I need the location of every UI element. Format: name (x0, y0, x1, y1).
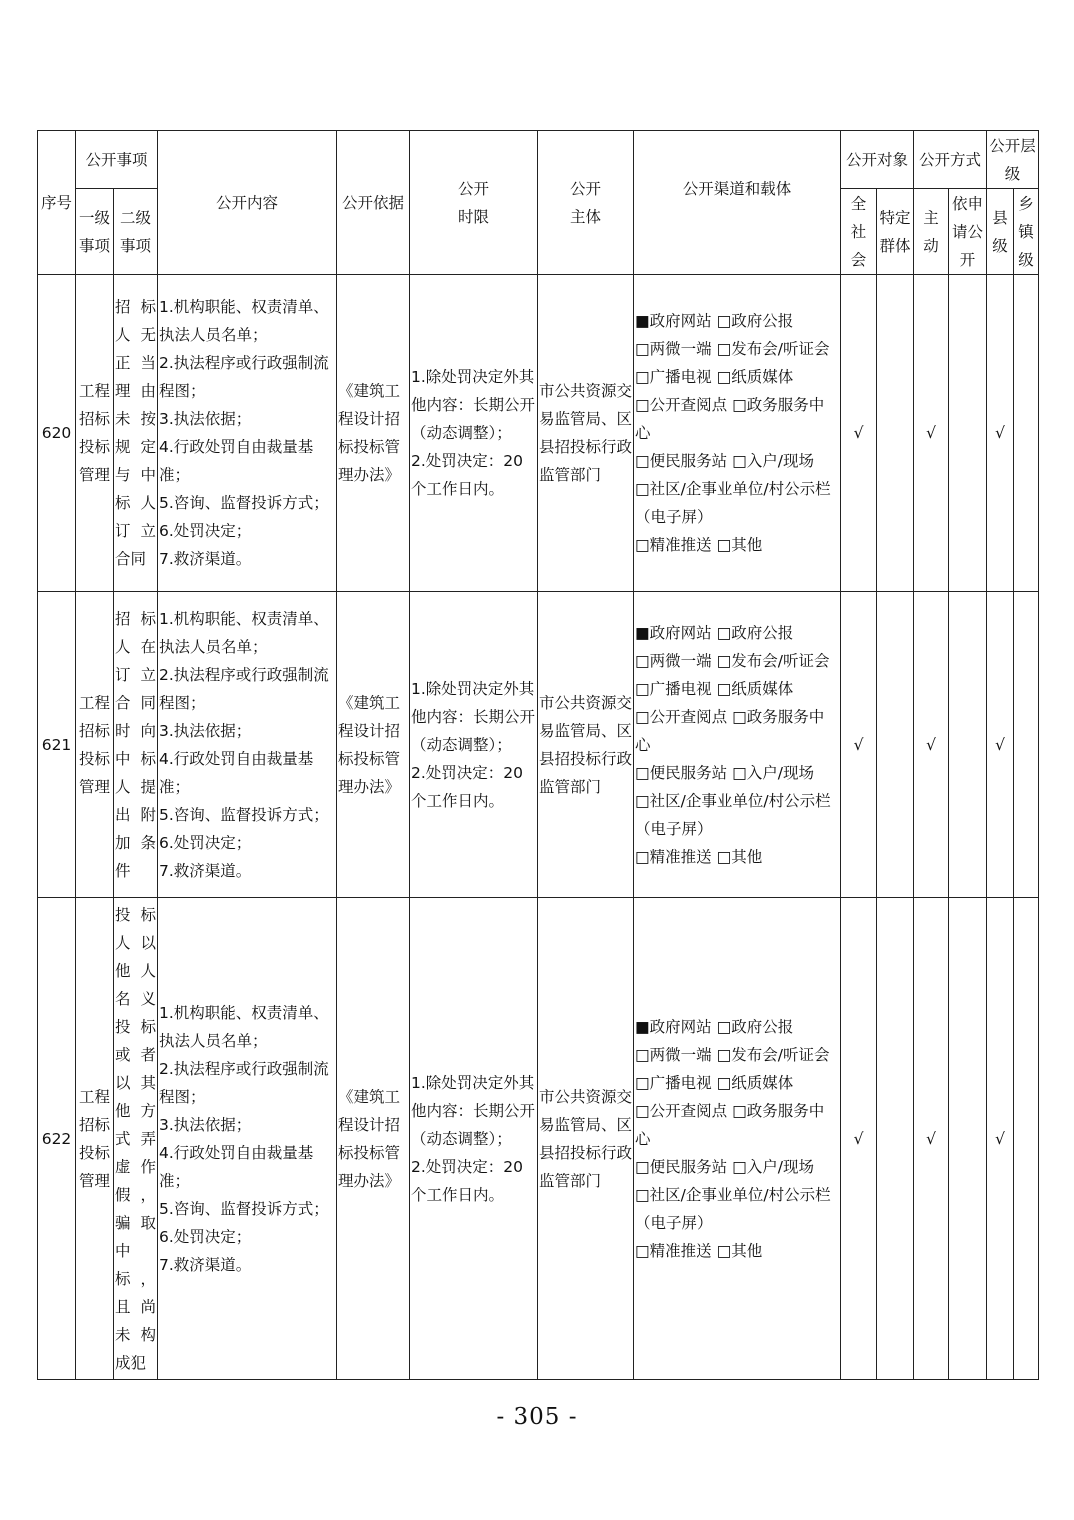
header-row-1 (38, 131, 1039, 189)
row-content: 1.机构职能、权责清单、执法人员名单； 2.执法程序或行政强制流程图； 3.执法依据； 4.行政处罚自由裁量基准； 5.咨询、监督投诉方式； 6.处罚决定； 7.救济渠道。 (158, 592, 337, 898)
row-method-active: √ (914, 275, 949, 592)
header-audience-all: 全 社 会 (841, 189, 877, 275)
row-audience-all: √ (841, 275, 877, 592)
header-time-limit: 公开 时限 (410, 131, 538, 275)
header-subject: 公开 主体 (538, 131, 634, 275)
header-basis: 公开依据 (337, 131, 410, 275)
row-seq: 621 (38, 592, 76, 898)
header-seq: 序号 (38, 131, 76, 275)
header-level: 公开层 级 (987, 131, 1039, 189)
row-audience-specific (877, 898, 914, 1380)
row-level2: 投标人以他人名义投标或者以其他方式弄虚作假，骗取中标，且尚未构成犯 (114, 898, 158, 1380)
row-basis: 《建筑工程设计招标投标管理办法》 (337, 898, 410, 1380)
row-level1: 工程招标投标管理 (76, 275, 114, 592)
disclosure-table (37, 130, 1039, 1380)
row-subject: 市公共资源交易监管局、区县招投标行政监管部门 (538, 592, 634, 898)
row-level1: 工程招标投标管理 (76, 898, 114, 1380)
row-level-town (1014, 275, 1039, 592)
row-time-limit: 1.除处罚决定外其他内容：长期公开（动态调整）； 2.处罚决定：20个工作日内。 (410, 592, 538, 898)
header-audience: 公开对象 (841, 131, 914, 189)
header-method-active: 主 动 (914, 189, 949, 275)
table-row (38, 275, 1039, 592)
row-seq: 622 (38, 898, 76, 1380)
row-time-limit: 1.除处罚决定外其他内容：长期公开（动态调整）； 2.处罚决定：20个工作日内。 (410, 898, 538, 1380)
header-audience-specific: 特定 群体 (877, 189, 914, 275)
row-level-town (1014, 898, 1039, 1380)
row-content: 1.机构职能、权责清单、执法人员名单； 2.执法程序或行政强制流程图； 3.执法依据； 4.行政处罚自由裁量基准； 5.咨询、监督投诉方式； 6.处罚决定； 7.救济渠道。 (158, 275, 337, 592)
row-level-town (1014, 592, 1039, 898)
row-method-active: √ (914, 592, 949, 898)
header-level-county: 县 级 (987, 189, 1014, 275)
header-level2: 二级 事项 (114, 189, 158, 275)
table-row (38, 898, 1039, 1380)
row-level1: 工程招标投标管理 (76, 592, 114, 898)
row-audience-specific (877, 275, 914, 592)
row-channels: ■政府网站 □政府公报 □两微一端 □发布会/听证会 □广播电视 □纸质媒体 □公开查阅点 □政务服务中心 □便民服务站 □入户/现场 □社区/企事业单位/村公示栏（电子屏） □精准推送 □其他 (634, 592, 841, 898)
row-audience-all: √ (841, 592, 877, 898)
row-level-county: √ (987, 275, 1014, 592)
row-audience-specific (877, 592, 914, 898)
row-seq: 620 (38, 275, 76, 592)
row-method-request (949, 592, 987, 898)
row-level-county: √ (987, 592, 1014, 898)
row-basis: 《建筑工程设计招标投标管理办法》 (337, 275, 410, 592)
row-method-request (949, 275, 987, 592)
row-level-county: √ (987, 898, 1014, 1380)
row-subject: 市公共资源交易监管局、区县招投标行政监管部门 (538, 898, 634, 1380)
row-time-limit: 1.除处罚决定外其他内容：长期公开（动态调整）； 2.处罚决定：20个工作日内。 (410, 275, 538, 592)
row-level2: 招标人无正当理由未按规定与中标人订立合同 (114, 275, 158, 592)
row-content: 1.机构职能、权责清单、执法人员名单； 2.执法程序或行政强制流程图； 3.执法依据； 4.行政处罚自由裁量基准； 5.咨询、监督投诉方式； 6.处罚决定； 7.救济渠道。 (158, 898, 337, 1380)
row-channels: ■政府网站 □政府公报 □两微一端 □发布会/听证会 □广播电视 □纸质媒体 □公开查阅点 □政务服务中心 □便民服务站 □入户/现场 □社区/企事业单位/村公示栏（电子屏） □精准推送 □其他 (634, 275, 841, 592)
page-number: - 305 - (496, 1404, 578, 1430)
table-row (38, 592, 1039, 898)
header-level1: 一级 事项 (76, 189, 114, 275)
header-level-town: 乡 镇 级 (1014, 189, 1039, 275)
header-channel: 公开渠道和载体 (634, 131, 841, 275)
header-method: 公开方式 (914, 131, 987, 189)
row-method-request (949, 898, 987, 1380)
row-subject: 市公共资源交易监管局、区县招投标行政监管部门 (538, 275, 634, 592)
header-content: 公开内容 (158, 131, 337, 275)
row-basis: 《建筑工程设计招标投标管理办法》 (337, 592, 410, 898)
row-audience-all: √ (841, 898, 877, 1380)
row-method-active: √ (914, 898, 949, 1380)
header-item: 公开事项 (76, 131, 158, 189)
row-level2: 招标人在订立合同时向中标人提出附加条件 (114, 592, 158, 898)
header-method-request: 依申 请公 开 (949, 189, 987, 275)
row-channels: ■政府网站 □政府公报 □两微一端 □发布会/听证会 □广播电视 □纸质媒体 □公开查阅点 □政务服务中心 □便民服务站 □入户/现场 □社区/企事业单位/村公示栏（电子屏） □精准推送 □其他 (634, 898, 841, 1380)
